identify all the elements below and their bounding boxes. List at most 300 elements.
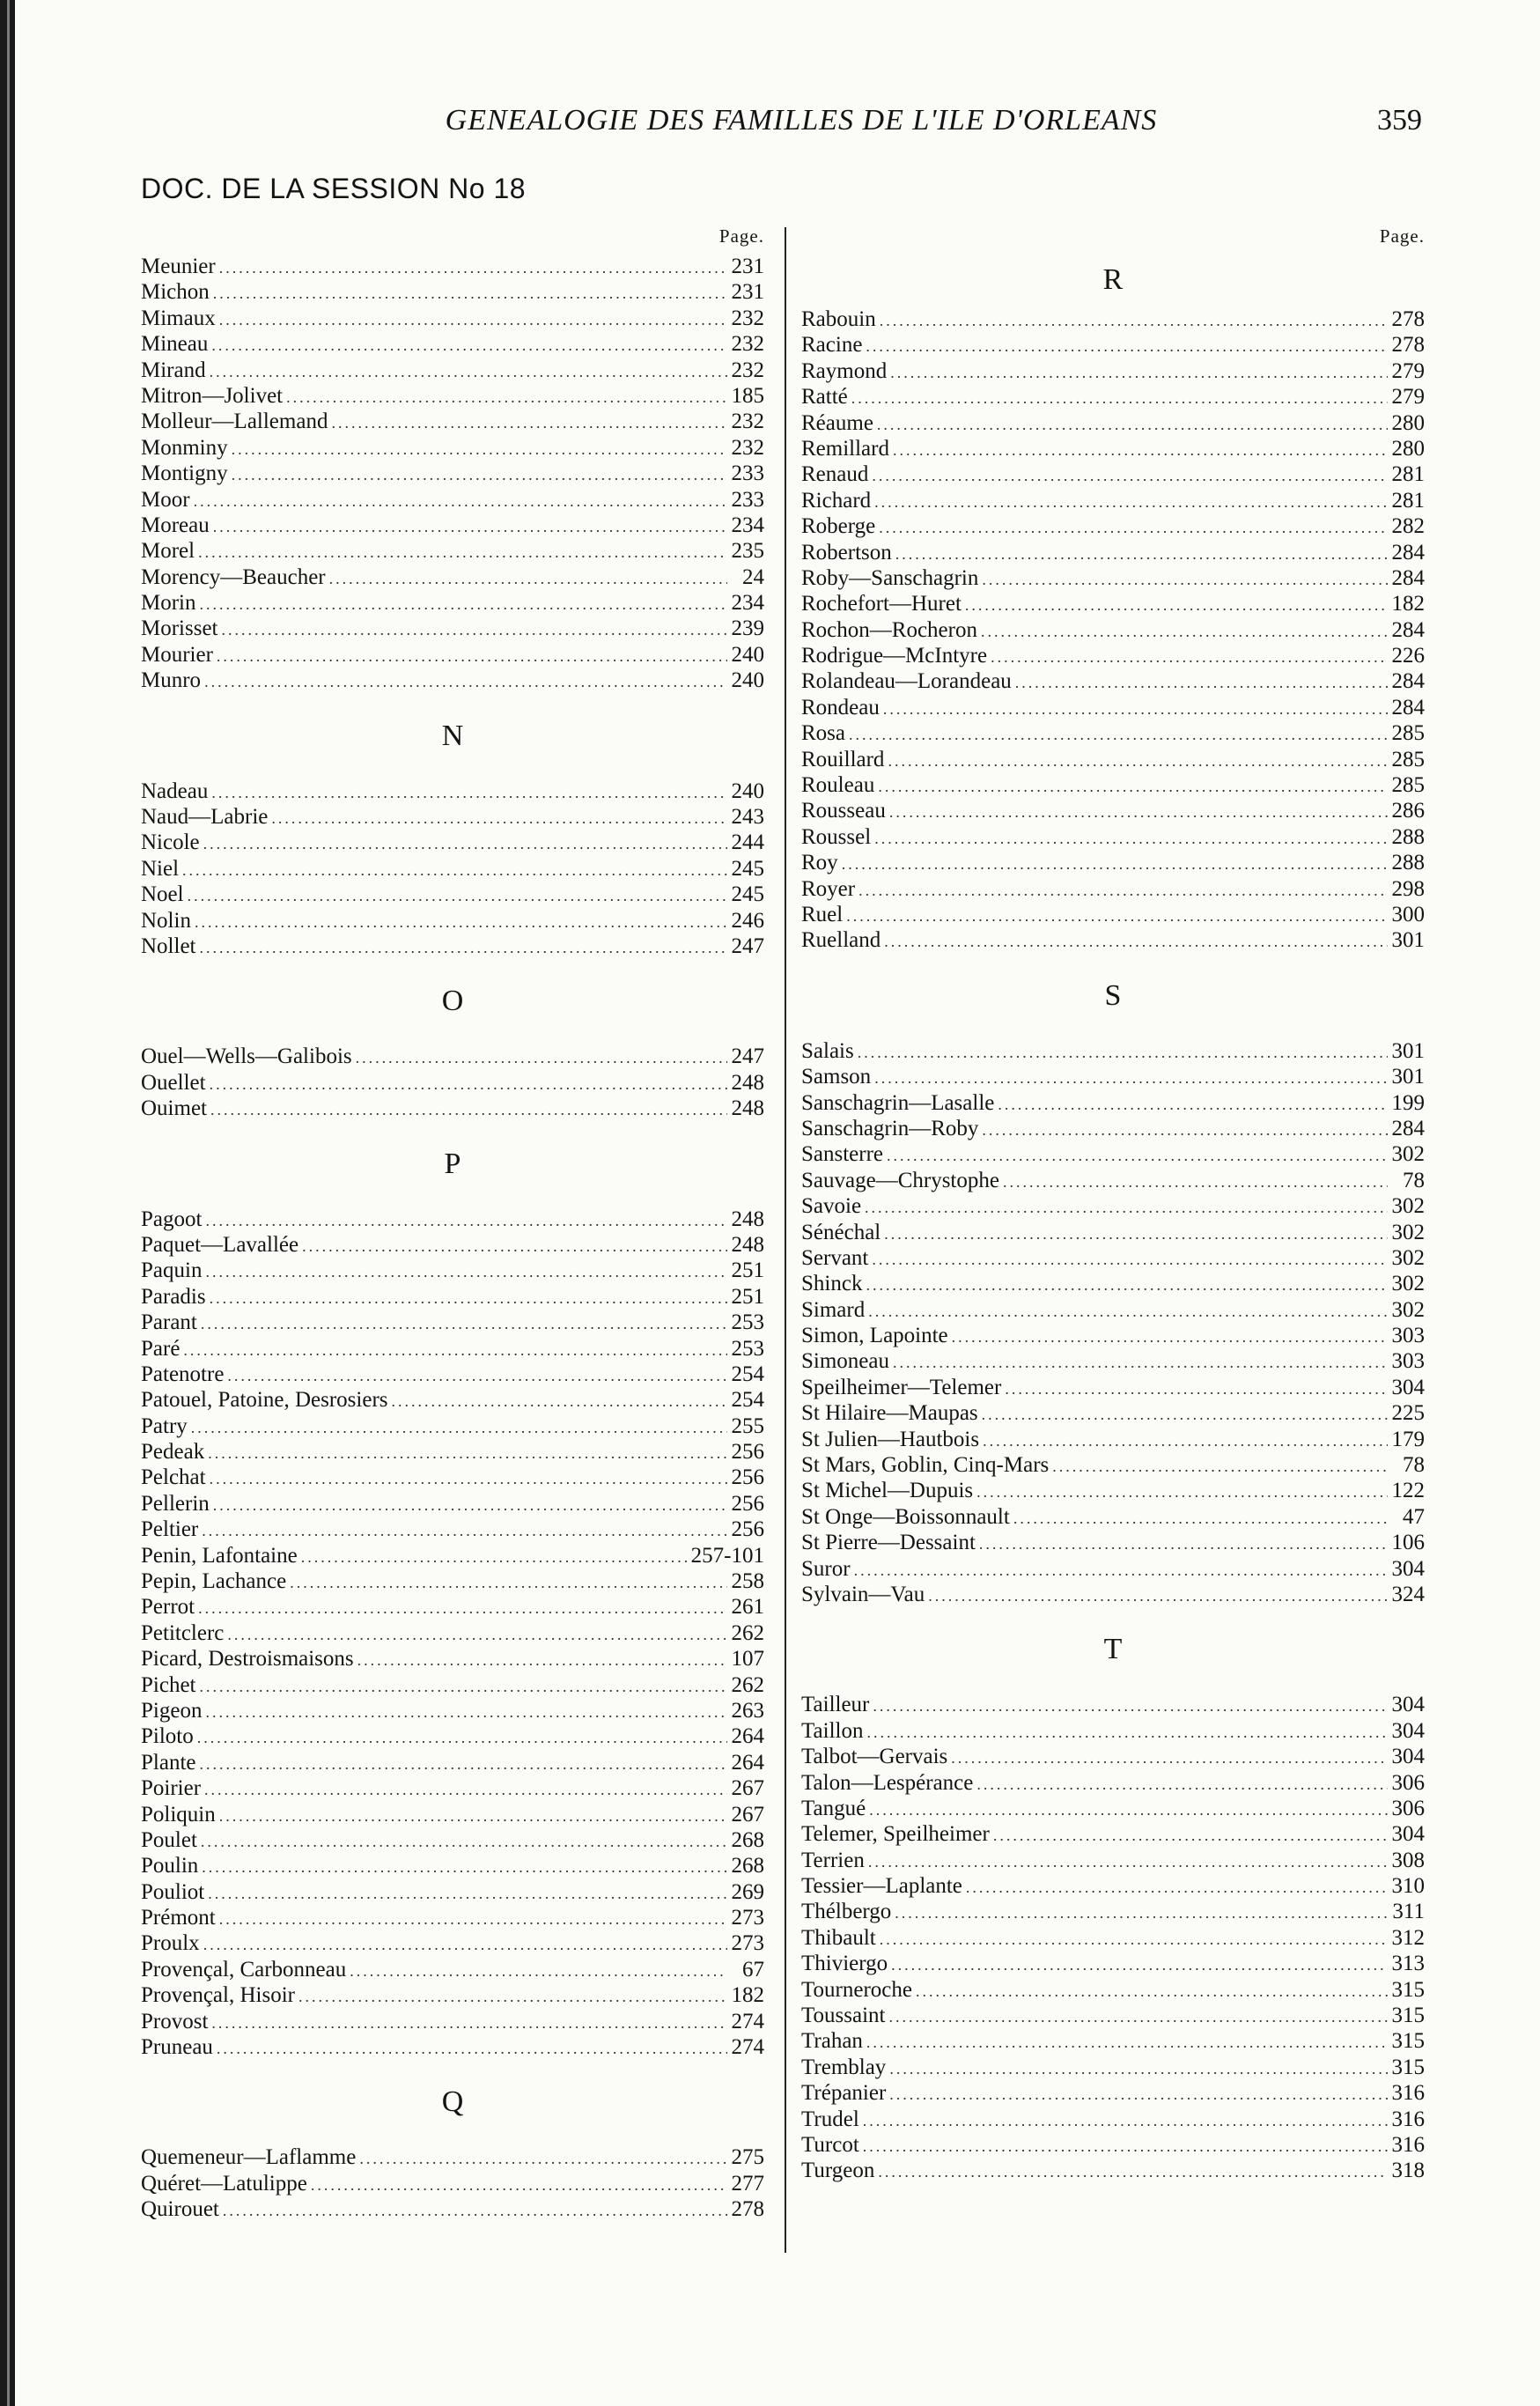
dot-leader (359, 2146, 727, 2170)
entry-page: 275 (731, 2145, 764, 2170)
entry-name: Paquin (141, 1258, 203, 1283)
entry-name: Rodrigue—McIntyre (801, 644, 988, 668)
index-entry (801, 1770, 1425, 1796)
entry-page: 232 (731, 410, 764, 434)
entry-name: St Onge—Boissonnault (801, 1504, 1010, 1529)
entry-name: Mirand (141, 358, 206, 382)
dot-leader (883, 697, 1388, 720)
index-entry (141, 1620, 764, 1646)
index-entry (801, 695, 1425, 720)
dot-leader (311, 2173, 727, 2196)
index-entry (141, 1517, 764, 1542)
entry-page: 199 (1391, 1090, 1425, 1115)
entry-page: 281 (1391, 488, 1425, 513)
entry-name: Thibault (801, 1925, 876, 1950)
entry-name: Morisset (141, 616, 218, 641)
dot-leader (202, 1518, 727, 1542)
dot-leader (993, 1823, 1388, 1847)
index-entry (801, 1348, 1425, 1374)
entry-page: 78 (1403, 1168, 1425, 1192)
entry-name: Rochon—Rocheron (801, 617, 977, 642)
entry-page: 182 (731, 1983, 764, 2008)
entry-page: 253 (731, 1310, 764, 1335)
entry-page: 256 (731, 1517, 764, 1542)
dot-leader (200, 935, 728, 959)
index-entry (801, 1951, 1425, 1976)
index-entry (801, 306, 1425, 332)
entry-page: 185 (731, 383, 764, 408)
entry-name: Taillon (801, 1718, 864, 1743)
index-entry (801, 1400, 1425, 1426)
dot-leader (851, 386, 1388, 410)
entry-page: 245 (731, 856, 764, 881)
entry-name: Sansterre (801, 1142, 884, 1167)
index-entry (801, 1168, 1425, 1193)
dot-leader (217, 2036, 727, 2060)
entry-name: Thiviergo (801, 1952, 888, 1976)
index-entry (801, 850, 1425, 875)
entry-name: Parant (141, 1310, 197, 1335)
index-entry (141, 1723, 764, 1749)
entry-name: Nolin (141, 908, 191, 933)
dot-leader (208, 1441, 727, 1465)
section-letter-heading: O (441, 985, 464, 1018)
index-entry (801, 2132, 1425, 2158)
entry-page: 281 (1391, 462, 1425, 487)
entry-page: 24 (742, 565, 764, 589)
index-entry (141, 779, 764, 804)
index-entry (141, 1594, 764, 1620)
entry-name: Thélbergo (801, 1900, 892, 1924)
entry-name: Pellerin (141, 1491, 210, 1516)
dot-leader (981, 619, 1388, 643)
entry-name: Ouimet (141, 1096, 207, 1121)
entry-page: 243 (731, 805, 764, 830)
entry-page: 301 (1391, 1065, 1425, 1089)
entry-page: 182 (1391, 592, 1425, 616)
index-entry (141, 1775, 764, 1801)
entry-page: 256 (731, 1491, 764, 1516)
index-entry (141, 1879, 764, 1905)
index-entry (141, 1258, 764, 1283)
entry-page: 315 (1391, 1977, 1425, 2002)
entry-page: 240 (731, 642, 764, 667)
entry-name: Pigeon (141, 1698, 203, 1723)
entry-name: Piloto (141, 1724, 194, 1749)
dot-leader (976, 1480, 1388, 1503)
entry-name: Trépanier (801, 2081, 887, 2106)
dot-leader (979, 1531, 1388, 1555)
running-header-title: GENEALOGIE DES FAMILLES DE L'ILE D'ORLEANS (445, 104, 1158, 137)
dot-leader (232, 462, 727, 486)
index-entry (141, 1362, 764, 1387)
entry-page: 106 (1391, 1531, 1425, 1555)
index-entry (801, 1193, 1425, 1219)
entry-page: 302 (1391, 1194, 1425, 1219)
document-session-label: DOC. DE LA SESSION No 18 (141, 173, 527, 204)
entry-name: Sylvain—Vau (801, 1582, 925, 1606)
entry-name: Tangué (801, 1796, 866, 1820)
entry-name: Tailleur (801, 1693, 870, 1717)
dot-leader (866, 2030, 1388, 2054)
entry-name: Morel (141, 539, 195, 564)
entry-page: 232 (731, 306, 764, 330)
entry-name: Ruelland (801, 928, 881, 953)
index-entry (141, 1543, 764, 1568)
entry-name: Quemeneur—Laflamme (141, 2145, 357, 2170)
entry-name: Nicole (141, 830, 200, 855)
dot-leader (874, 826, 1388, 850)
page-number: 359 (1377, 104, 1422, 137)
entry-page: 279 (1391, 358, 1425, 383)
dot-leader (880, 308, 1388, 332)
entry-page: 122 (1391, 1479, 1425, 1503)
entry-page: 251 (731, 1284, 764, 1309)
dot-leader (893, 438, 1388, 461)
dot-leader (203, 831, 727, 855)
dot-leader (916, 1979, 1388, 2003)
entry-name: Proulx (141, 1931, 200, 1956)
entry-page: 231 (731, 255, 764, 278)
entry-page: 234 (731, 513, 764, 537)
entry-page: 306 (1391, 1770, 1425, 1795)
dot-leader (895, 542, 1388, 565)
dot-leader (392, 1389, 727, 1413)
entry-name: Moreau (141, 513, 210, 537)
entry-name: Talbot—Gervais (801, 1745, 948, 1769)
section-letter-heading: S (1104, 978, 1122, 1012)
dot-leader (998, 1092, 1388, 1116)
index-entry (801, 1692, 1425, 1717)
entry-page: 300 (1391, 902, 1425, 926)
index-entry (801, 540, 1425, 565)
entry-page: 284 (1391, 669, 1425, 694)
entry-page: 233 (731, 487, 764, 512)
dot-leader (213, 514, 727, 538)
index-entry (801, 1556, 1425, 1582)
index-entry (801, 513, 1425, 539)
entry-page: 235 (731, 539, 764, 564)
dot-leader (188, 883, 727, 907)
dot-leader (219, 255, 727, 279)
index-entry (141, 616, 764, 641)
index-entry (801, 1220, 1425, 1245)
dot-leader (201, 1829, 727, 1853)
entry-page: 313 (1391, 1952, 1425, 1976)
entry-name: Tourneroche (801, 1977, 912, 2002)
entry-name: Telemer, Speilheimer (801, 1822, 990, 1847)
entry-name: Paquet—Lavallée (141, 1232, 299, 1257)
dot-leader (194, 489, 727, 513)
dot-leader (210, 1466, 727, 1490)
dot-leader (976, 1772, 1388, 1796)
dot-leader (858, 1040, 1388, 1064)
entry-page: 225 (1391, 1401, 1425, 1426)
dot-leader (951, 1745, 1388, 1769)
dot-leader (991, 645, 1388, 668)
index-entry (141, 2034, 764, 2060)
index-entry (141, 1336, 764, 1362)
entry-page: 277 (731, 2171, 764, 2196)
entry-name: Renaud (801, 462, 869, 487)
entry-name: St Hilaire—Maupas (801, 1401, 978, 1426)
entry-name: Salais (801, 1038, 854, 1063)
dot-leader (1005, 1376, 1388, 1400)
index-entry (801, 1744, 1425, 1769)
entry-page: 301 (1391, 928, 1425, 953)
dot-leader (208, 1881, 727, 1905)
index-entry (141, 1698, 764, 1723)
index-entry (801, 2003, 1425, 2028)
entry-page: 251 (731, 1258, 764, 1283)
entry-page: 255 (731, 1413, 764, 1438)
dot-leader (357, 1648, 727, 1672)
index-entry (141, 487, 764, 513)
entry-name: Perrot (141, 1595, 195, 1620)
index-entry (141, 254, 764, 279)
entry-page: 302 (1391, 1245, 1425, 1270)
entry-name: Suror (801, 1556, 851, 1581)
index-entry (801, 772, 1425, 798)
index-entry (801, 436, 1425, 461)
entry-page: 304 (1391, 1556, 1425, 1581)
dot-leader (1013, 1506, 1388, 1530)
index-entry (141, 2171, 764, 2196)
entry-page: 248 (731, 1070, 764, 1095)
entry-name: Pelchat (141, 1465, 206, 1490)
entry-page: 286 (1391, 799, 1425, 823)
entry-page: 282 (1391, 514, 1425, 539)
index-entry (801, 1504, 1425, 1530)
index-entry (801, 617, 1425, 643)
dot-leader (1003, 1170, 1388, 1193)
dot-leader (878, 2159, 1388, 2183)
index-entry (141, 1310, 764, 1335)
dot-leader (198, 540, 727, 564)
index-entry (141, 1982, 764, 2008)
entry-page: 284 (1391, 1116, 1425, 1140)
index-entry (141, 642, 764, 668)
index-entry (801, 2055, 1425, 2080)
dot-leader (200, 1674, 728, 1698)
dot-leader (219, 1804, 727, 1827)
dot-leader (203, 1932, 727, 1956)
entry-name: Paradis (141, 1284, 206, 1309)
index-entry (801, 1116, 1425, 1141)
dot-leader (195, 910, 727, 934)
dot-leader (874, 490, 1388, 513)
dot-leader (868, 1849, 1388, 1873)
index-entry (141, 1232, 764, 1258)
entry-name: Peltier (141, 1517, 199, 1542)
entry-name: Roussel (801, 824, 872, 849)
entry-page: 304 (1391, 1718, 1425, 1743)
dot-leader (213, 1493, 727, 1517)
entry-name: Meunier (141, 255, 216, 278)
entry-page: 280 (1391, 410, 1425, 435)
entry-page: 254 (731, 1362, 764, 1386)
entry-name: Niel (141, 856, 180, 881)
index-entry (801, 747, 1425, 772)
index-entry (801, 1530, 1425, 1555)
dot-leader (866, 1720, 1388, 1744)
entry-name: Pedeak (141, 1440, 205, 1465)
index-entry (801, 488, 1425, 513)
entry-page: 47 (1403, 1504, 1425, 1529)
entry-name: Poirier (141, 1776, 202, 1801)
entry-page: 232 (731, 435, 764, 460)
index-entry (801, 591, 1425, 616)
index-entry (141, 1439, 764, 1465)
entry-name: Simon, Lapointe (801, 1324, 948, 1348)
dot-leader (182, 858, 727, 882)
dot-leader (219, 1907, 727, 1930)
entry-name: Mimaux (141, 306, 216, 330)
dot-leader (200, 592, 728, 616)
entry-page: 264 (731, 1724, 764, 1749)
entry-name: Patouel, Patoine, Desrosiers (141, 1388, 388, 1413)
index-column-right (801, 225, 1425, 2184)
dot-leader (873, 1694, 1388, 1717)
dot-leader (863, 2108, 1388, 2132)
index-entry (801, 565, 1425, 591)
entry-page: 231 (731, 280, 764, 305)
dot-leader (202, 1855, 727, 1878)
dot-leader (210, 359, 727, 383)
entry-name: Provost (141, 2009, 209, 2033)
index-entry (141, 590, 764, 616)
dot-leader (227, 1622, 727, 1646)
dot-leader (211, 780, 727, 804)
entry-name: Pruneau (141, 2035, 213, 2060)
dot-leader (211, 2011, 727, 2034)
dot-leader (219, 307, 727, 331)
entry-page: 284 (1391, 617, 1425, 642)
dot-leader (217, 644, 727, 668)
entry-page: 232 (731, 358, 764, 382)
entry-name: Pouliot (141, 1879, 205, 1904)
dot-leader (966, 1875, 1388, 1899)
dot-leader (889, 2056, 1388, 2080)
dot-leader (213, 281, 727, 305)
index-entry (801, 332, 1425, 358)
index-entry (801, 1718, 1425, 1744)
dot-leader (204, 669, 727, 693)
dot-leader (210, 1097, 727, 1121)
dot-leader (331, 410, 727, 434)
index-entry (141, 2144, 764, 2170)
index-entry (801, 1297, 1425, 1323)
entry-name: Turcot (801, 2133, 859, 2157)
entry-page: 316 (1391, 2133, 1425, 2157)
entry-page: 318 (1391, 2159, 1425, 2183)
dot-leader (204, 1777, 727, 1801)
entry-page: 288 (1391, 851, 1425, 875)
dot-leader (888, 2004, 1388, 2028)
entry-page: 274 (731, 2035, 764, 2060)
dot-leader (210, 1072, 727, 1096)
index-entry (141, 2196, 764, 2222)
dot-leader (874, 1066, 1388, 1089)
entry-name: Nollet (141, 934, 196, 958)
entry-name: Morin (141, 591, 196, 616)
entry-page: 246 (731, 908, 764, 933)
dot-leader (983, 1428, 1388, 1452)
entry-page: 261 (731, 1595, 764, 1620)
section-letter-heading: T (1103, 1633, 1123, 1666)
index-entry (141, 1957, 764, 1982)
entry-page: 268 (731, 1827, 764, 1852)
index-entry (801, 1899, 1425, 1924)
column-header-page-label: Page. (718, 225, 764, 247)
entry-page: 301 (1391, 1038, 1425, 1063)
index-entry (801, 1427, 1425, 1452)
dot-leader (865, 1195, 1388, 1219)
dot-leader (298, 1984, 727, 2008)
entry-name: Naud—Labrie (141, 805, 269, 830)
index-entry (801, 2158, 1425, 2183)
index-entry (141, 538, 764, 564)
index-entry (141, 1750, 764, 1775)
index-entry (141, 306, 764, 331)
index-entry (801, 720, 1425, 746)
entry-name: Richard (801, 488, 872, 513)
entry-name: Tremblay (801, 2055, 887, 2079)
index-entry (801, 1452, 1425, 1478)
entry-page: 310 (1391, 1874, 1425, 1899)
index-entry (141, 1044, 764, 1069)
dot-leader (854, 1558, 1388, 1582)
dot-leader (210, 1286, 727, 1310)
entry-page: 262 (731, 1672, 764, 1697)
dot-leader (965, 593, 1388, 616)
entry-page: 278 (1391, 333, 1425, 358)
index-entry (801, 1323, 1425, 1348)
dot-leader (866, 334, 1388, 358)
entry-page: 324 (1391, 1582, 1425, 1606)
entry-page: 316 (1391, 2081, 1425, 2106)
index-entry (801, 384, 1425, 410)
entry-name: Rondeau (801, 695, 880, 720)
index-entry (801, 668, 1425, 694)
entry-name: Roby—Sanschagrin (801, 565, 979, 590)
dot-leader (895, 1900, 1388, 1924)
dot-leader (868, 1299, 1388, 1323)
index-entry (141, 279, 764, 305)
dot-leader (197, 1725, 727, 1749)
entry-page: 107 (731, 1647, 764, 1672)
dot-leader (879, 515, 1388, 539)
entry-page: 280 (1391, 436, 1425, 461)
index-entry (801, 1582, 1425, 1607)
entry-page: 233 (731, 461, 764, 486)
index-entry (141, 565, 764, 590)
section-letter-heading: Q (441, 2085, 464, 2119)
entry-name: Patry (141, 1413, 188, 1438)
scan-edge-shadow (0, 0, 23, 2406)
entry-name: Rochefort—Huret (801, 592, 962, 616)
index-entry (141, 908, 764, 934)
entry-page: 311 (1392, 1900, 1425, 1924)
entry-page: 253 (731, 1336, 764, 1361)
entry-name: Royer (801, 876, 856, 901)
index-entry (801, 824, 1425, 850)
dot-leader (878, 774, 1388, 798)
index-entry (141, 409, 764, 434)
entry-page: 234 (731, 591, 764, 616)
entry-name: Rosa (801, 721, 845, 746)
dot-leader (893, 1350, 1388, 1374)
